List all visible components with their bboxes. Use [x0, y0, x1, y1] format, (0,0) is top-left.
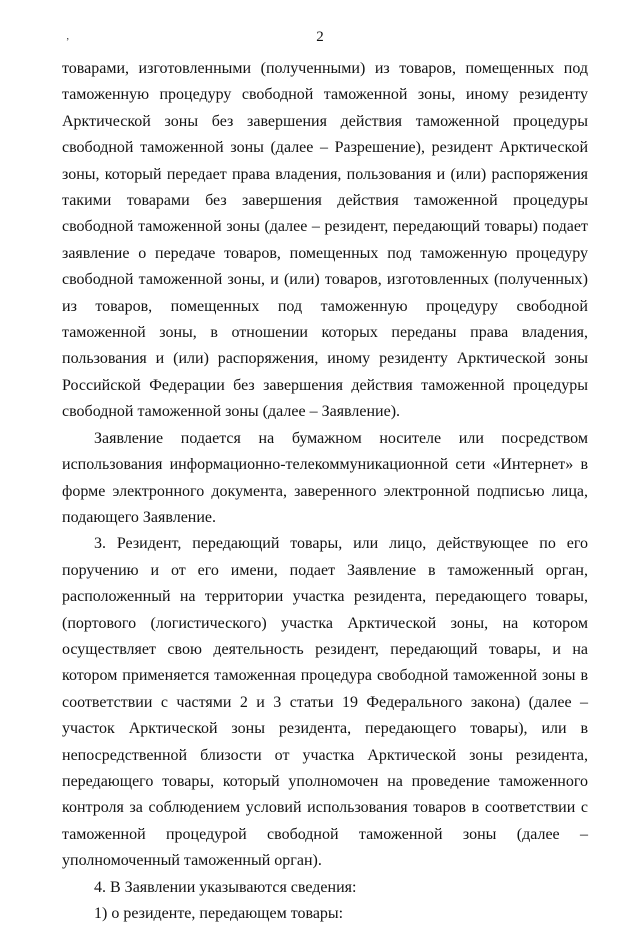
paragraph-continuation: товарами, изготовленными (полученными) из товаров, помещенных под таможенную процедуру свободной таможенной зоны, иному резиденту Арктической зоны без завершения действия таможенной процедуры свободной таможенной зоны (далее – Разрешение), резидент Арктической зоны, который передает права владения, пользования и (или) распоряжения такими товарами без завершения действия таможенной процедуры свободной таможенной зоны (далее – резидент, передающий товары) подает заявление о передаче товаров, помещенных под таможенную процедуру свободной таможенной зоны, и (или) товаров, изготовленных (полученных) из товаров, помещенных под таможенную процедуру свободной таможенной зоны, в отношении которых переданы права владения, пользования и (или) распоряжения, иному резиденту Арктической зоны Российской Федерации без завершения действия таможенной процедуры свободной таможенной зоны (далее – Заявление). [62, 60, 588, 421]
paragraph-subitem-1: 1) о резиденте, передающем товары: [94, 905, 344, 922]
page-number: 2 [316, 29, 324, 45]
paragraph-submission-method: Заявление подается на бумажном носителе или посредством использования информационно-телекоммуникационной сети «Интернет» в форме электронного документа, заверенного электронной подписью лица, подающего Заявление. [62, 429, 588, 526]
document-body [62, 56, 588, 927]
paragraph-item-4: 4. В Заявлении указываются сведения: [94, 878, 357, 896]
scan-artifact-mark: ’ [66, 37, 70, 48]
paragraph-item-3: 3. Резидент, передающий товары, или лицо, действующее по его поручению и от его имени, подает Заявление в таможенный орган, расположенный на территории участка резидента, передающего товары, (портового (логистического) участка Арктической зоны, на котором осуществляет свою деятельность резидент, передающий товары, и на котором применяется таможенная процедура свободной таможенной зоны в соответствии с частями 2 и 3 статьи 19 Федерального закона) (далее – участок Арктической зоны резидента, передающего товары), или в непосредственной близости от участка Арктической зоны резидента, передающего товары, который уполномочен на проведение таможенного контроля за соблюдением условий использования товаров в соответствии с таможенной процедурой свободной таможенной зоны (далее – уполномоченный таможенный орган). [62, 535, 588, 870]
